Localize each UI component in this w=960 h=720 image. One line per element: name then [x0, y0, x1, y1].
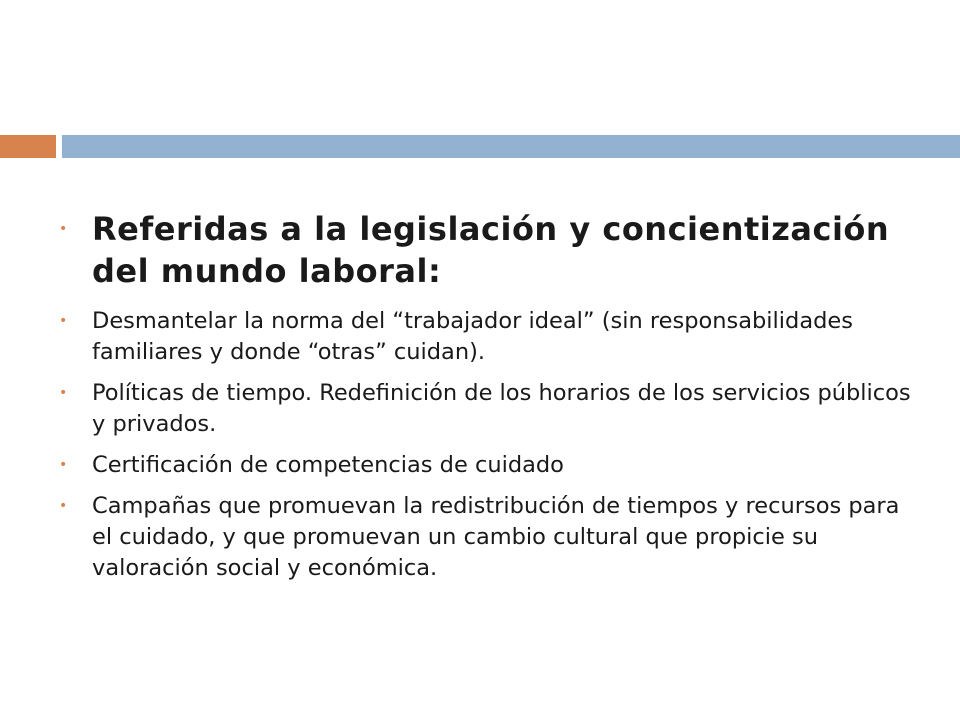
heading-bullet: [56, 208, 926, 292]
bullet-icon: •: [59, 313, 68, 329]
bullet-icon: •: [59, 457, 68, 473]
slide-heading: Referidas a la legislación y concientización del mundo laboral:: [92, 210, 890, 290]
header-accent-bar-blue: [62, 135, 960, 158]
bullet-item: [56, 491, 926, 584]
bullet-icon: •: [59, 221, 68, 237]
bullet-item: [56, 450, 926, 481]
bullet-text: Campañas que promuevan la redistribución de tiempos y recursos para el cuidado, y que promuevan un cambio cultural que propicie su valoración social y económica.: [92, 493, 900, 581]
bullet-icon: •: [59, 385, 68, 401]
bullet-icon: •: [59, 498, 68, 514]
header-accent-bar-orange: [0, 135, 56, 158]
slide-content: [56, 208, 926, 594]
bullet-text: Desmantelar la norma del “trabajador ideal” (sin responsabilidades familiares y donde “otras” cuidan).: [92, 308, 853, 365]
bullet-text: Certificación de competencias de cuidado: [92, 452, 564, 478]
bullet-text: Políticas de tiempo. Redefinición de los horarios de los servicios públicos y privados.: [92, 380, 911, 437]
bullet-item: [56, 378, 926, 440]
bullet-item: [56, 306, 926, 368]
